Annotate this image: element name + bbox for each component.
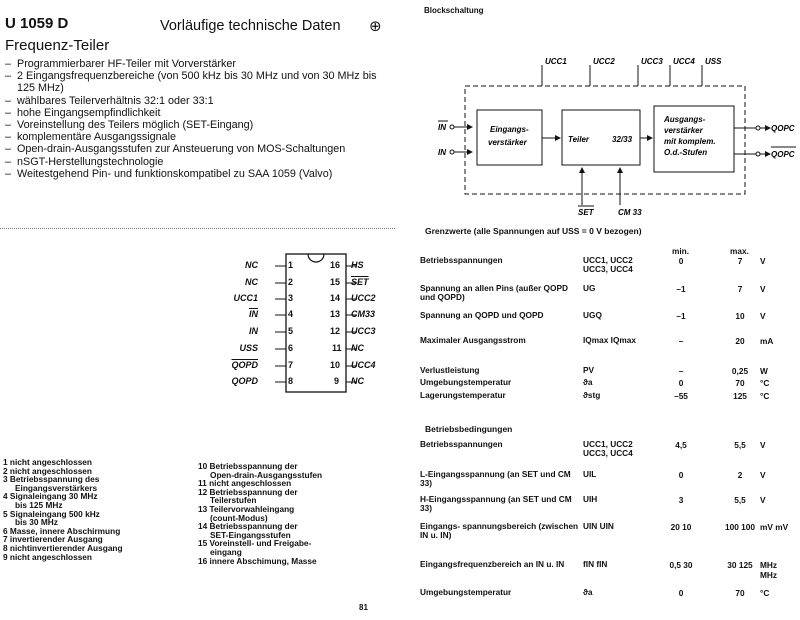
pin-desc-line: 10 Betriebsspannung der	[198, 461, 298, 471]
section-divider	[0, 228, 395, 229]
feature-item: – Voreinstellung des Teilers möglich (SET-Eingang)	[5, 119, 383, 131]
pin-13-num: 13	[330, 309, 341, 319]
pin-description-left	[3, 458, 188, 561]
pin-7-num: 7	[288, 360, 294, 370]
feature-item: – nSGT-Herstellungstechnologie	[5, 156, 383, 168]
supply-label-ucc4: UCC4	[673, 57, 695, 66]
box2-line1: Teiler	[568, 135, 590, 144]
section-heading: Frequenz-Teiler	[5, 37, 110, 54]
pin-16-num: 16	[330, 260, 341, 270]
feature-item: – wählbares Teilerverhältnis 32:1 oder 33:1	[5, 95, 383, 107]
box2-line2: 32/33	[612, 135, 633, 144]
crosshair-symbol: ⊕	[369, 18, 382, 35]
pin-10-num: 10	[330, 360, 341, 370]
pin-desc-line: SET-Eingangsstufen	[210, 529, 291, 540]
pin-desc-line: bis 125 MHz	[15, 499, 63, 510]
feature-item: – Open-drain-Ausgangsstufen zur Ansteuerung von MOS-Schaltungen	[5, 143, 383, 155]
supply-label-uss: USS	[705, 57, 722, 66]
operating-title: Betriebsbedingungen	[425, 424, 513, 434]
box3-line2: verstärker	[664, 126, 703, 135]
box1-line1: Eingangs-	[490, 125, 529, 134]
ic-package	[240, 248, 390, 396]
pin-desc-line: (count-Modus)	[210, 512, 268, 523]
pin-16-label: HS	[351, 260, 364, 270]
box3-line1: Ausgangs-	[664, 115, 706, 124]
pin-desc-line: 13 Teilervorwahleingang	[198, 503, 295, 514]
pin-1-num: 1	[288, 260, 294, 270]
pin-desc-line: 11 nicht angeschlossen	[198, 478, 292, 489]
output-label-qopc-bar: QOPC	[771, 150, 795, 159]
pin-9-num: 9	[334, 376, 340, 386]
pin-6-label: USS	[239, 343, 258, 353]
pin-8-label: QOPD	[231, 376, 258, 386]
pin-4-label: $\overline{IN}$	[249, 309, 258, 319]
pin-15-label: $\overline{SET}$	[351, 277, 369, 287]
page-number: 81	[359, 603, 368, 612]
pin-7-label: QOPD	[231, 360, 258, 370]
pin-desc-line: 14 Betriebsspannung der	[198, 521, 298, 532]
pin-8-num: 8	[288, 376, 294, 386]
box3-line4: O.d.-Stufen	[664, 148, 708, 157]
pin-2-num: 2	[288, 277, 294, 287]
block-diagram-title: Blockschaltung	[424, 6, 484, 15]
pin-desc-line: Teilerstufen	[210, 495, 257, 506]
pin-10-label: UCC4	[351, 360, 376, 370]
pin-14-label: UCC2	[351, 293, 376, 303]
pin-desc-line: eingang	[210, 546, 242, 557]
supply-label-ucc2: UCC2	[593, 57, 615, 66]
pin-15-num: 15	[330, 277, 341, 287]
pin-desc-line: 15 Voreinstell- und Freigabe-	[198, 538, 312, 549]
pin-desc-line: 3 Betriebsspannung des	[3, 474, 100, 485]
feature-item: – hohe Eingangsempfindlichkeit	[5, 107, 383, 119]
pin-desc-line: 5 Signaleingang 500 kHz	[3, 508, 100, 519]
pin-desc-line: Eingangsverstärkers	[15, 482, 98, 493]
pin-12-label: UCC3	[351, 326, 376, 336]
pin-desc-line: 4 Signaleingang 30 MHz	[3, 491, 98, 502]
box3-line3: mit komplem.	[664, 137, 716, 146]
supply-label-ucc1: UCC1	[545, 57, 567, 66]
supply-label-ucc3: UCC3	[641, 57, 663, 66]
pin-desc-line: bis 30 MHz	[15, 517, 58, 528]
pin-3-num: 3	[288, 293, 294, 303]
pin-desc-line: Open-drain-Ausgangsstufen	[210, 469, 323, 480]
pin-11-label: NC	[351, 343, 364, 353]
pin-9-label: NC	[351, 376, 364, 386]
pin-desc-line: 9 nicht angeschlossen	[3, 551, 92, 562]
pin-13-label: CM33	[351, 309, 376, 319]
page-title: Vorläufige technische Daten	[160, 18, 341, 34]
output-label-qopc: QOPC	[771, 124, 795, 133]
pin-3-label: UCC1	[233, 293, 258, 303]
col-min-header: min.	[672, 246, 690, 256]
pin-2-label: NC	[245, 277, 258, 287]
input-label-in: IN	[438, 123, 446, 132]
pin-6-num: 6	[288, 343, 294, 353]
pin-desc-line: 6 Masse, innere Abschirmung	[3, 525, 121, 536]
pin-1-label: NC	[245, 260, 258, 270]
bottom-label-set: SET	[578, 208, 594, 217]
pin-desc-line: 7 invertierender Ausgang	[3, 534, 103, 545]
pin-5-num: 5	[288, 326, 294, 336]
col-max-header: max.	[730, 246, 749, 256]
pin-desc-line: 2 nicht angeschlossen	[3, 465, 92, 476]
pin-desc-line: 16 innere Abschimung, Masse	[198, 555, 317, 566]
feature-item: – komplementäre Ausgangssignale	[5, 131, 383, 143]
pin-11-num: 11	[332, 343, 342, 353]
pin-4-num: 4	[288, 309, 294, 319]
limits-title: Grenzwerte (alle Spannungen auf USS = 0 V bezogen)	[425, 226, 642, 236]
pin-5-label: IN	[249, 326, 258, 336]
pin-desc-line: 8 nichtinvertierender Ausgang	[3, 542, 123, 553]
input-label-in-bar: IN	[438, 148, 446, 157]
box1-line2: verstärker	[488, 138, 527, 147]
part-number: U 1059 D	[5, 15, 69, 32]
feature-item: – Programmierbarer HF-Teiler mit Vorverstärker	[5, 58, 383, 70]
pin-14-num: 14	[330, 293, 341, 303]
block-diagram	[410, 50, 800, 220]
pin-description-right	[198, 462, 368, 565]
pinout-diagram	[231, 248, 390, 396]
bottom-label-cm33: CM 33	[618, 208, 642, 217]
feature-item: – 2 Eingangsfrequenzbereiche (von 500 kHz bis 30 MHz und von 30 MHz bis 125 MHz)	[5, 70, 383, 94]
feature-list	[5, 58, 383, 180]
pin-12-num: 12	[330, 326, 341, 336]
feature-item: – Weitestgehend Pin- und funktionskompatibel zu SAA 1059 (Valvo)	[5, 168, 383, 180]
pin-desc-line: 12 Betriebsspannung der	[198, 486, 298, 497]
pin-desc-line: 1 nicht angeschlossen	[3, 457, 92, 467]
